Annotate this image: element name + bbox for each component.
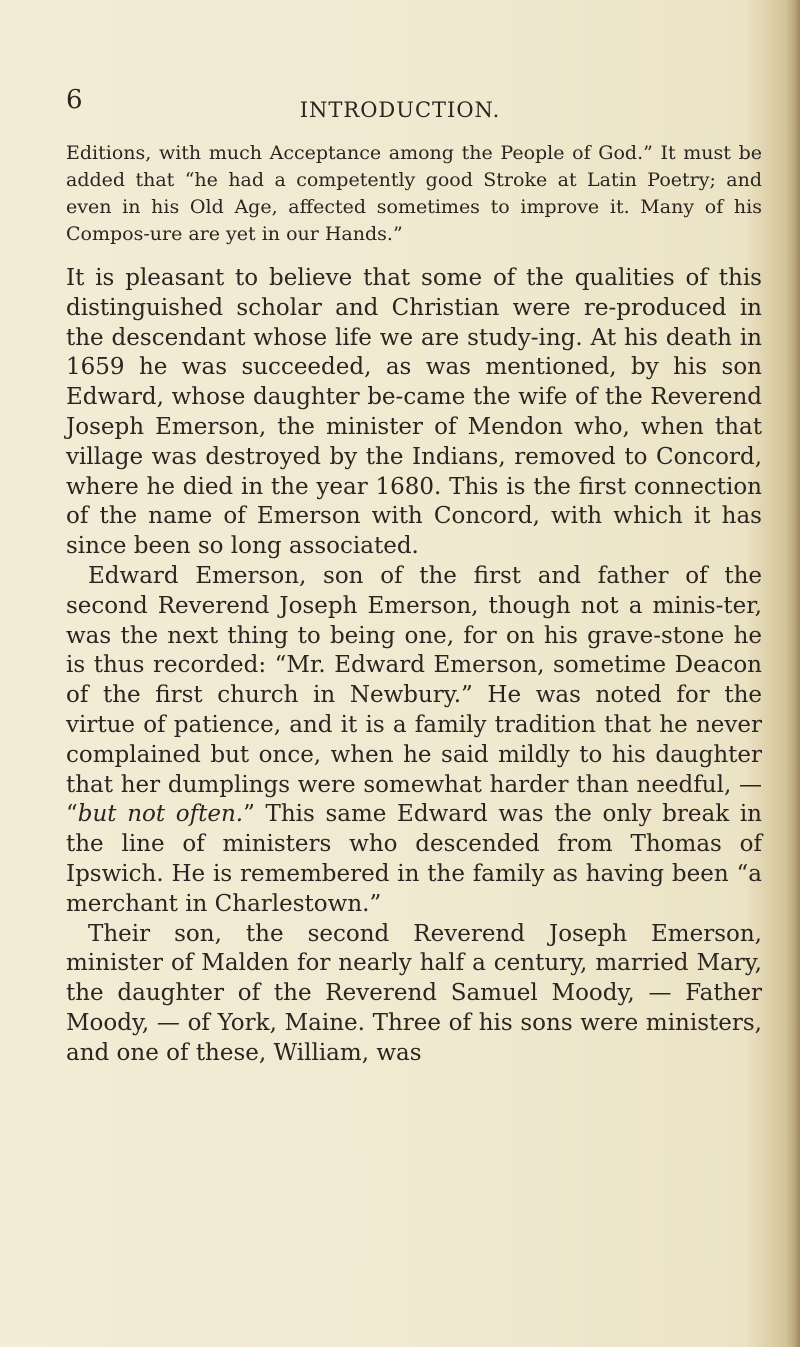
edward-text-before: Edward Emerson, son of the first and father of the second Reverend Joseph Emerson, though not a minis-ter, was the next thing to being one, for on his grave-stone he is thus recorded: “Mr. Edward Emerson, sometime Deacon of the first church in Newbury.” He was noted for the virtue of patience, and it is a family tradition that he never complained but once, when he said mildly to his daughter that her dumplings were somewhat harder than needful, — “ bbox=[66, 562, 762, 828]
edward-text-after: ” This same Edward was the only break in the line of ministers who descended from Thomas of Ipswich. He is remembered in the family as having been “a merchant in Charlestown.” bbox=[66, 801, 762, 917]
page-edge-shadow bbox=[786, 0, 800, 1347]
page-number: 6 bbox=[66, 85, 83, 115]
italic-phrase: but not often. bbox=[77, 801, 244, 828]
paragraph-qualities: It is pleasant to believe that some of the qualities of this distinguished scholar and Christian were re-produced in the descendant whose life we are study-ing. At his death in 1659 he was succeeded, as was mentioned, by his son Edward, whose daughter be-came the wife of the Reverend Joseph Emerson, the minister of Mendon who, when that village was destroyed by the Indians, removed to Concord, where he died in the year 1680. This is the first connection of the name of Emerson with Concord, with which it has since been so long associated. bbox=[66, 265, 762, 560]
paragraph-joseph-emerson: Their son, the second Reverend Joseph Emerson, minister of Malden for nearly half a century, married Mary, the daughter of the Reverend Samuel Moody, — Father Moody, — of York, Maine. Three of his sons were ministers, and one of these, William, was bbox=[66, 920, 762, 1066]
paragraph-edward-emerson bbox=[66, 562, 762, 920]
paragraph-quotation-end: Editions, with much Acceptance among the People of God.” It must be added that “he had a competently good Stroke at Latin Poetry; and even in his Old Age, affected sometimes to improve it. Many of his Compos-ure are yet in our Hands.” bbox=[66, 142, 762, 245]
body-text bbox=[66, 140, 762, 1069]
running-head: INTRODUCTION. bbox=[299, 98, 501, 122]
